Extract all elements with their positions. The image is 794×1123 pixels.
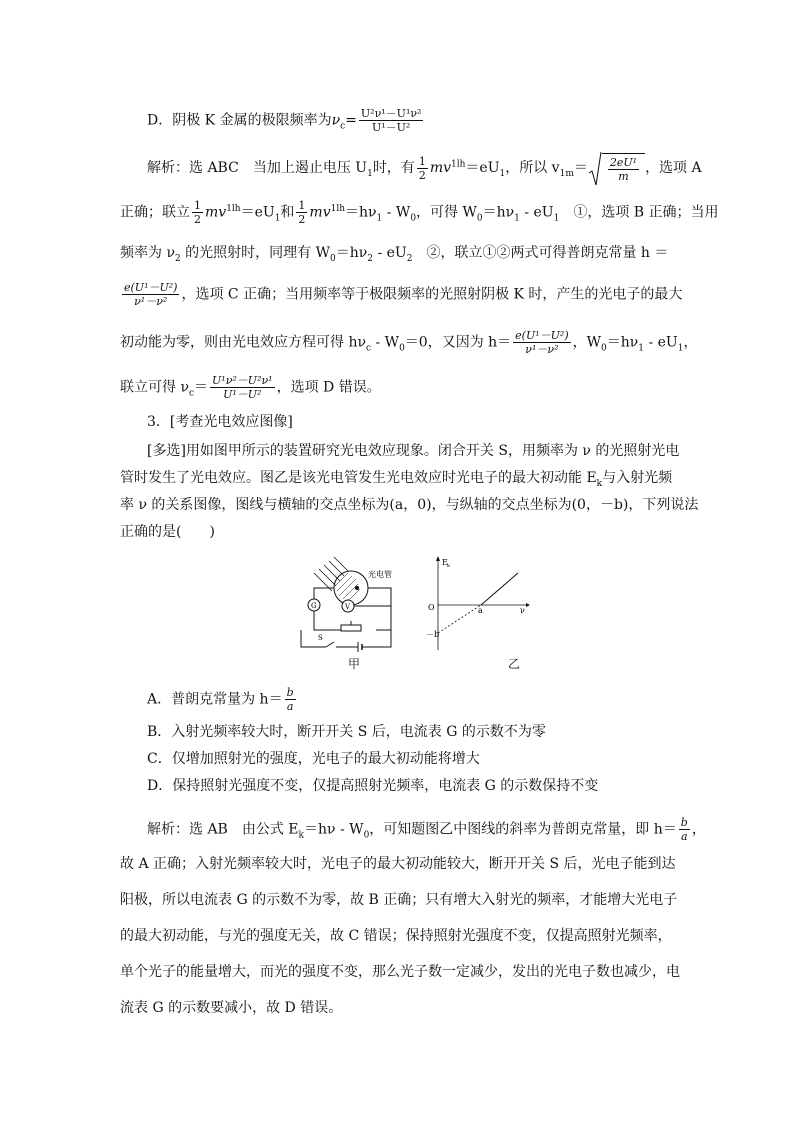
q3-analysis-line-3: 阳极，所以电流表 G 的示数不为零，故 B 正确；只有增大入射光的频率，才能增大光电子 — [120, 892, 678, 908]
sqrt-expression: $\frac{\text{2eU¹}}{m}$ — [588, 153, 645, 183]
question-3-stem-3: 率 ν 的关系图像，图线与横轴的交点坐标为(a，0)，与纵轴的交点坐标为(0，－b)，下列说法 — [120, 497, 699, 513]
ek-nu-graph — [426, 555, 536, 655]
q3-analysis-line-2: 故 A 正确；入射光频率较大时，光电子的最大初动能较大，断开开关 S 后，光电子能到达 — [120, 856, 676, 872]
label-v: V — [345, 603, 351, 611]
prev-option-d: D．阴极 K 金属的极限频率为$\nu_c=$ $\frac{\text{U²ν¹－U¹ν²}}{\text{U¹－U²}}$ — [147, 107, 422, 134]
label-g: G — [311, 602, 317, 610]
photo-tube — [334, 571, 368, 605]
option-d: D．保持照射光强度不变，仅提高照射光频率，电流表 G 的示数保持不变 — [147, 778, 599, 794]
figure-circuit — [296, 555, 416, 670]
q3-analysis-line-1: 解析：选 AB 由公式 $E_k=h\nu - W_0$，可知题图乙中图线的斜率为普朗克常量，即 h＝ $\frac{b}{a}$ ， — [147, 816, 706, 843]
extrapolation-dashed — [438, 605, 481, 633]
figure-caption-jia: 甲 — [348, 657, 361, 671]
light-rays — [314, 557, 348, 591]
label-photo-tube: 光电管 — [368, 570, 392, 579]
y-intercept-label: －b — [426, 630, 440, 639]
question-3-stem-1: [多选]用如图甲所示的装置研究光电效应现象。闭合开关 S，用频率为 ν 的光照射光电 — [147, 443, 680, 459]
option-b: B．入射光频率较大时，断开开关 S 后，电流表 G 的示数不为零 — [147, 724, 546, 740]
y-axis-label-sub: k — [447, 563, 451, 569]
ek-line — [481, 573, 518, 605]
question-3-title: 3．[考查光电效应图像] — [147, 414, 293, 430]
question-3-stem-2: 管时发生了光电效应。图乙是该光电管发生光电效应时光电子的最大初动能 $E_k$与入射光频 — [120, 470, 673, 489]
prev-analysis-line-1: 解析：选 ABC 当加上遏止电压 $U_1$时，有 $\frac{1}{2}$ $mv^{1lh}=eU_1$，所以 $v_{1m}=$ $\frac{\text{2eU¹}}{m}$ ，选项 A — [147, 153, 702, 183]
prev-analysis-line-2: 正确；联立 $\frac{1}{2}$ $mv^{1lh}=eU_1$和 $\frac{1}{2}$ $mv^{1lh}=h\nu_1 - W_0$，可得 $W_0=h\nu_1 - eU_1$ ①，选项 B 正确；当用 — [120, 199, 719, 226]
option-c: C．仅增加照射光的强度，光电子的最大初动能将增大 — [147, 751, 480, 767]
q3-analysis-line-6: 流表 G 的示数要减小，故 D 错误。 — [120, 1000, 343, 1016]
figure-graph — [426, 555, 536, 670]
prev-analysis-line-6: 联立可得 $\nu_c=$ $\frac{\text{U¹ν²－U²ν¹}}{\text{U¹－U²}}$ ，选项 D 错误。 — [120, 374, 381, 401]
prev-analysis-line-3: 频率为 $\nu_2$ 的光照射时，同理有 $W_0=h\nu_2 - eU_2$ ②，联立①②两式可得普朗克常量 h ＝ — [120, 245, 669, 264]
figure-caption-yi: 乙 — [508, 657, 521, 671]
rheostat — [341, 625, 361, 631]
q3-analysis-line-4: 的最大初动能，与光的强度无关，故 C 错误；保持照射光强度不变，仅提高照射光频率， — [120, 928, 672, 944]
option-d-fraction: $\frac{\text{U²ν¹－U¹ν²}}{\text{U¹－U²}}$ — [360, 107, 422, 134]
x-axis-label: ν — [520, 606, 525, 615]
origin-label: O — [428, 603, 435, 612]
q3-analysis-line-5: 单个光子的能量增大，而光的强度不变，那么光子数一定减少，发出的光电子数也减少，电 — [120, 964, 680, 980]
switch — [326, 642, 334, 647]
circuit-diagram — [296, 555, 416, 655]
prev-analysis-line-5: 初动能为零，则由光电效应方程可得 $h\nu_c - W_0=0$，又因为 h＝ $\frac{\text{e(U¹－U²)}}{\text{ν¹－ν²}}$ ，$W_0=h\nu_1 - eU_1$， — [120, 329, 698, 356]
question-3-stem-4: 正确的是( ) — [120, 524, 215, 540]
label-s: S — [318, 634, 323, 642]
prev-analysis-line-4: $\frac{\text{e(U¹－U²)}}{\text{ν¹－ν²}}$ ，选项 C 正确；当用频率等于极限频率的光照射阴极 K 时，产生的光电子的最大 — [124, 281, 683, 308]
x-intercept-label: a — [478, 606, 483, 615]
y-axis-label: E — [442, 558, 448, 567]
option-a: A．普朗克常量为 h＝ $\frac{b}{a}$ — [147, 686, 294, 713]
